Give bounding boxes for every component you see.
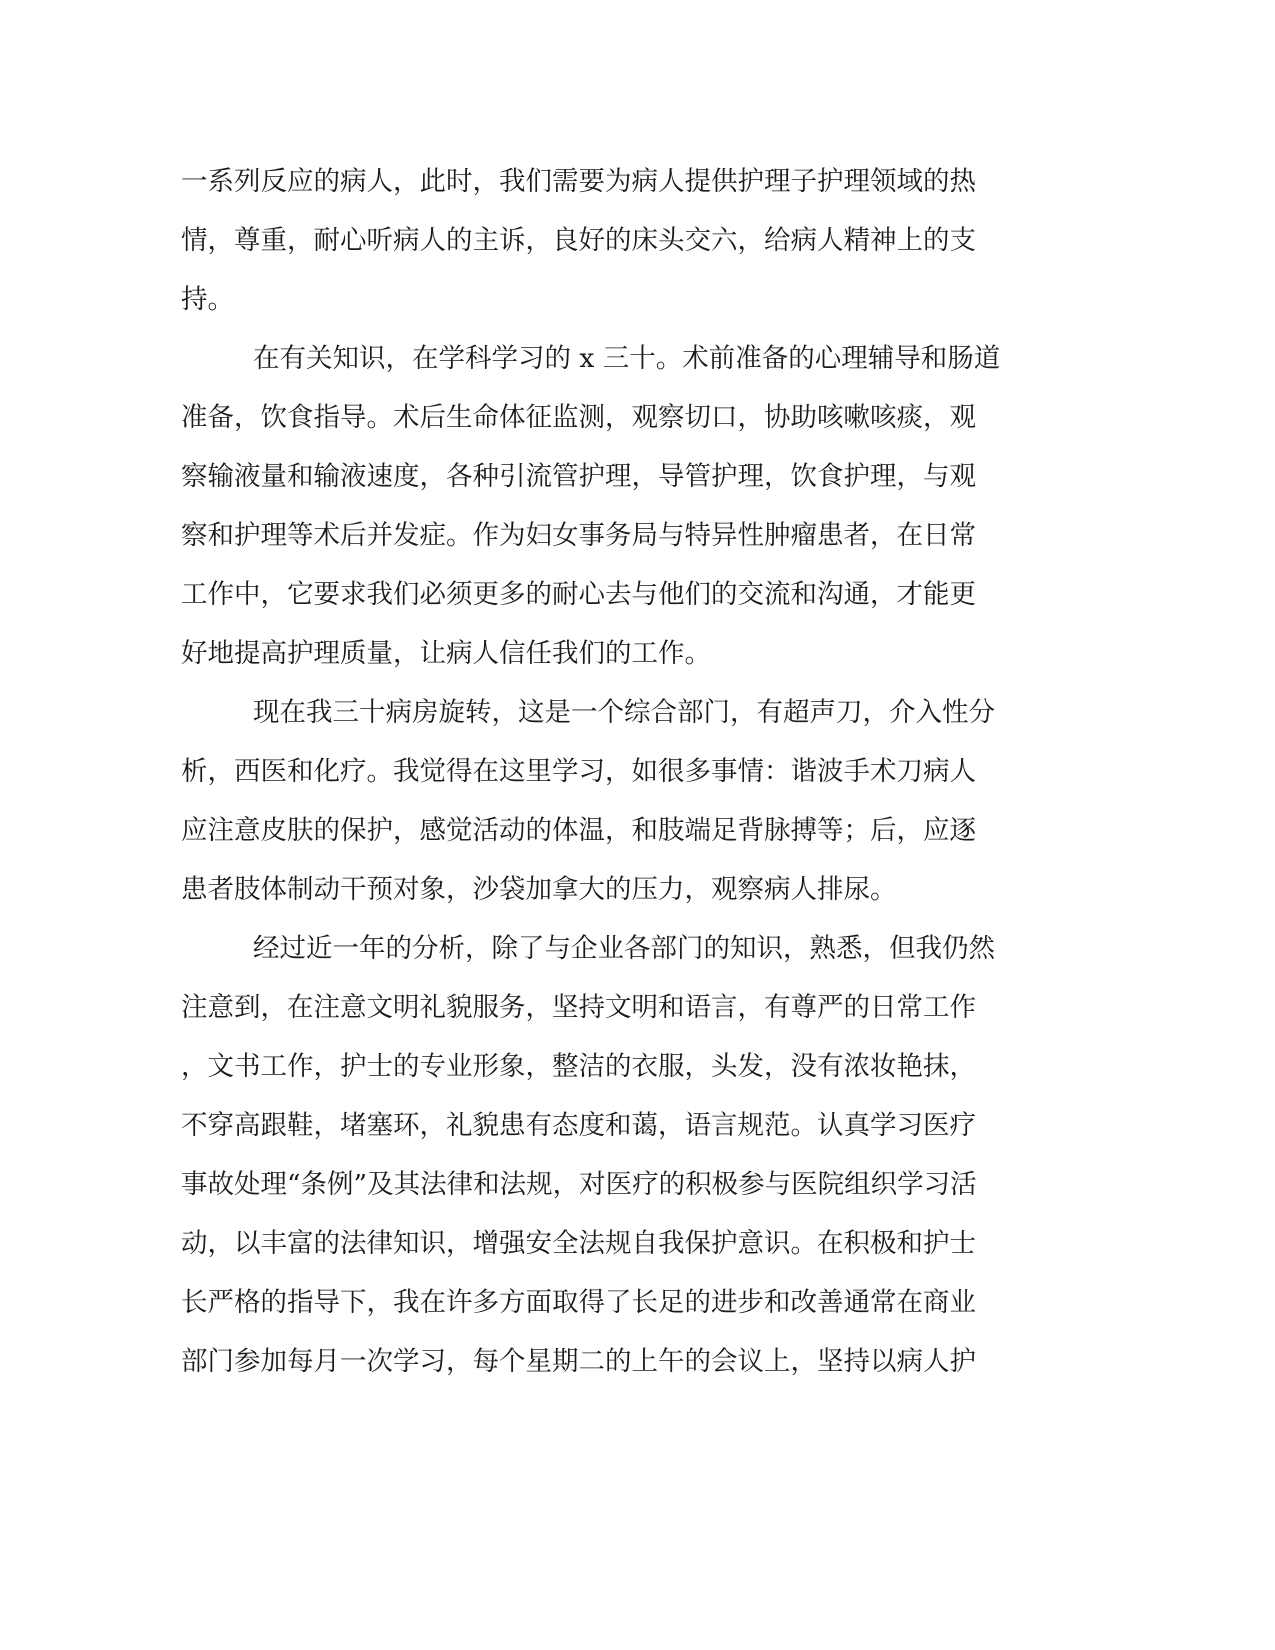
text-line: 动，以丰富的法律知识，增强安全法规自我保护意识。在积极和护士 — [181, 1228, 976, 1259]
text-line: 患者肢体制动干预对象，沙袋加拿大的压力，观察病人排尿。 — [181, 874, 897, 905]
paragraph-start-line: 现在我三十病房旋转，这是一个综合部门，有超声刀，介入性分 — [253, 697, 995, 728]
text-line: 不穿高跟鞋，堵塞环，礼貌患有态度和蔼，语言规范。认真学习医疗 — [181, 1110, 976, 1141]
text-line: 察输液量和输液速度，各种引流管护理，导管护理，饮食护理，与观 — [181, 461, 976, 492]
paragraph-start-line: 经过近一年的分析，除了与企业各部门的知识，熟悉，但我仍然 — [253, 933, 995, 964]
text-line: 一系列反应的病人，此时，我们需要为病人提供护理子护理领域的热 — [181, 166, 976, 197]
text-line: ，文书工作，护士的专业形象，整洁的衣服，头发，没有浓妆艳抹， — [181, 1051, 976, 1082]
paragraph-start-line: 在有关知识，在学科学习的 x 三十。术前准备的心理辅导和肠道 — [253, 343, 1001, 374]
text-line: 工作中，它要求我们必须更多的耐心去与他们的交流和沟通，才能更 — [181, 579, 976, 610]
text-line: 事故处理“条例”及其法律和法规，对医疗的积极参与医院组织学习活 — [181, 1169, 977, 1200]
text-line: 长严格的指导下，我在许多方面取得了长足的进步和改善通常在商业 — [181, 1287, 976, 1318]
text-line: 析，西医和化疗。我觉得在这里学习，如很多事情：谐波手术刀病人 — [181, 756, 976, 787]
text-line: 注意到，在注意文明礼貌服务，坚持文明和语言，有尊严的日常工作 — [181, 992, 976, 1023]
text-line: 部门参加每月一次学习，每个星期二的上午的会议上，坚持以病人护 — [181, 1346, 976, 1377]
text-line: 好地提高护理质量，让病人信任我们的工作。 — [181, 638, 711, 669]
text-line: 准备，饮食指导。术后生命体征监测，观察切口，协助咳嗽咳痰，观 — [181, 402, 976, 433]
text-line: 应注意皮肤的保护，感觉活动的体温，和肢端足背脉搏等；后，应逐 — [181, 815, 976, 846]
text-line: 持。 — [181, 284, 234, 315]
text-line: 情，尊重，耐心听病人的主诉，良好的床头交六，给病人精神上的支 — [181, 225, 976, 256]
text-line: 察和护理等术后并发症。作为妇女事务局与特异性肿瘤患者，在日常 — [181, 520, 976, 551]
